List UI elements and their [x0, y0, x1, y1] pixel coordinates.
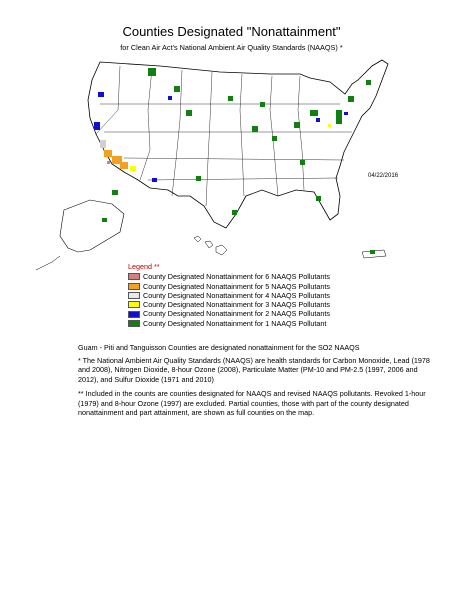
naaqs-note: * The National Ambient Air Quality Standards (NAAQS) are health standards for Carbon Monoxide, Lead (1978 and 2008), Nitrogen Dioxide, 8-hour Ozone (2008), Particulate Matter (PM-10 and PM-2.5 (1997, 2006 and 2012), and Sulfur Dioxide (1971 and 2010) — [78, 355, 430, 384]
county-1-pollutant — [252, 126, 258, 132]
county-2-pollutants — [152, 178, 157, 182]
county-2-pollutants — [94, 122, 100, 130]
county-1-pollutant — [366, 80, 371, 85]
legend-item — [128, 291, 330, 300]
county-5-pollutants — [120, 162, 128, 169]
legend-label: County Designated Nonattainment for 3 NAAQS Pollutants — [143, 300, 330, 310]
county-3-pollutants — [130, 166, 136, 171]
county-1-pollutant — [174, 86, 180, 92]
guam-note: Guam - Piti and Tanguisson Counties are designated nonattainment for the SO2 NAAQS — [78, 343, 360, 352]
county-2-pollutants — [168, 96, 172, 100]
legend-label: County Designated Nonattainment for 4 NAAQS Pollutants — [143, 290, 330, 300]
county-2-pollutants — [316, 118, 320, 122]
county-6-pollutants — [107, 161, 110, 164]
legend-swatch — [128, 320, 140, 327]
county-1-pollutant — [186, 110, 192, 116]
legend-label: County Designated Nonattainment for 6 NAAQS Pollutants — [143, 272, 330, 282]
legend-item — [128, 272, 330, 281]
counts-note: ** Included in the counts are counties designated for NAAQS and revised NAAQS pollutants. Revoked 1-hour (1979) and 8-hour Ozone (1997) are excluded. Partial counties, those with part of the county designated nonattainment and part attainment, are shown as full counties on the map. — [78, 389, 426, 417]
legend-title: Legend ** — [128, 262, 160, 271]
legend-swatch — [128, 292, 140, 299]
county-1-pollutant — [148, 68, 156, 76]
legend-item — [128, 300, 330, 309]
legend-item — [128, 282, 330, 291]
county-1-pollutant — [112, 190, 118, 195]
county-1-pollutant — [300, 160, 305, 165]
county-1-pollutant — [228, 96, 233, 101]
county-2-pollutants — [344, 112, 348, 115]
legend-swatch — [128, 311, 140, 318]
legend-label: County Designated Nonattainment for 2 NAAQS Pollutants — [143, 309, 330, 319]
legend-swatch — [128, 273, 140, 280]
county-2-pollutants — [98, 92, 104, 97]
map-date: 04/22/2016 — [368, 173, 399, 179]
county-3-pollutants — [328, 124, 331, 127]
legend-label: County Designated Nonattainment for 1 NAAQS Pollutant — [143, 318, 327, 328]
county-4-pollutants — [100, 140, 106, 148]
legend-label: County Designated Nonattainment for 5 NAAQS Pollutants — [143, 281, 330, 291]
legend-items — [128, 272, 330, 328]
county-1-pollutant — [272, 136, 277, 141]
alaska-outline — [60, 200, 124, 252]
county-1-pollutant — [316, 196, 321, 201]
conus-outline — [88, 60, 388, 228]
county-1-pollutant — [232, 210, 237, 215]
county-1-pollutant — [336, 110, 342, 124]
notes — [78, 343, 438, 421]
county-1-pollutant — [370, 250, 375, 254]
county-1-pollutant — [310, 110, 318, 116]
county-5-pollutants — [104, 150, 112, 157]
legend — [128, 262, 330, 328]
hawaii-outline — [194, 236, 227, 255]
map-title: Counties Designated "Nonattainment" — [122, 24, 341, 39]
county-1-pollutant — [196, 176, 201, 181]
county-1-pollutant — [294, 122, 300, 128]
county-1-pollutant — [102, 218, 107, 222]
map-subtitle: for Clean Air Act's National Ambient Air Quality Standards (NAAQS) * — [120, 43, 343, 52]
legend-item — [128, 309, 330, 318]
legend-swatch — [128, 301, 140, 308]
county-1-pollutant — [260, 102, 265, 107]
county-1-pollutant — [348, 96, 354, 102]
alaska-islands — [36, 256, 60, 270]
legend-swatch — [128, 283, 140, 290]
legend-item — [128, 319, 330, 328]
